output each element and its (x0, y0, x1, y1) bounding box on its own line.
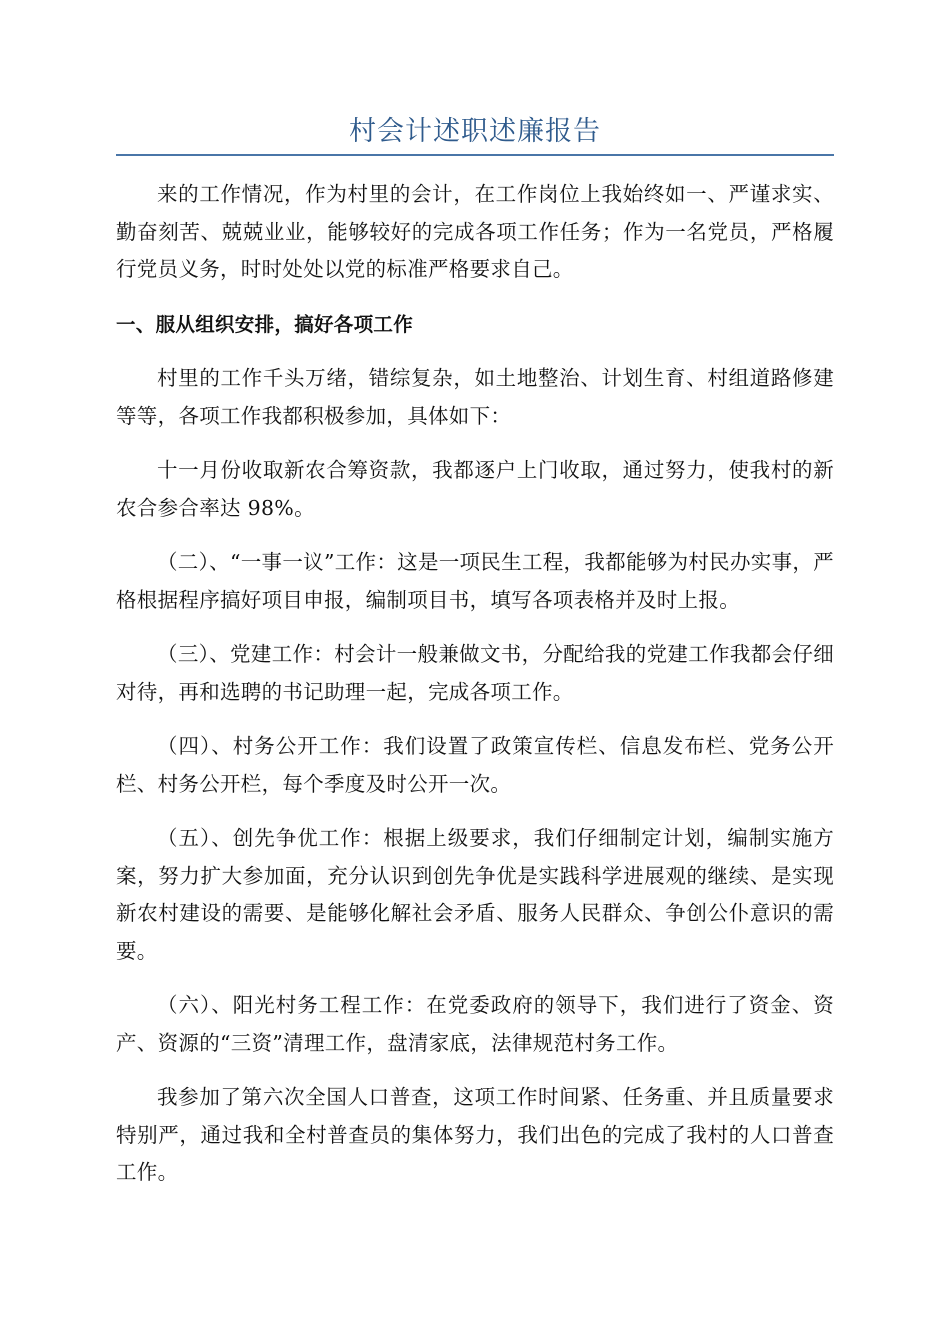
body-paragraph: （四）、村务公开工作：我们设置了政策宣传栏、信息发布栏、党务公开栏、村务公开栏，每个季度及时公开一次。 (116, 734, 834, 796)
document-body (116, 176, 834, 1209)
title-underline (116, 154, 834, 156)
body-paragraph: 村里的工作千头万绪，错综复杂，如土地整治、计划生育、村组道路修建等等，各项工作我都积极参加，具体如下： (116, 366, 834, 428)
body-paragraph: （五）、创先争优工作：根据上级要求，我们仔细制定计划，编制实施方案，努力扩大参加面，充分认识到创先争优是实践科学进展观的继续、是实现新农村建设的需要、是能够化解社会矛盾、服务人民群众、争创公仆意识的需要。 (116, 826, 834, 963)
body-paragraph: （六）、阳光村务工程工作：在党委政府的领导下，我们进行了资金、资产、资源的“三资”清理工作，盘清家底，法律规范村务工作。 (116, 993, 834, 1055)
document-title: 村会计述职述廉报告 (349, 116, 601, 147)
body-paragraph: （二）、“一事一议”工作：这是一项民生工程，我都能够为村民办实事，严格根据程序搞好项目申报，编制项目书，填写各项表格并及时上报。 (116, 550, 834, 612)
intro-paragraph: 来的工作情况，作为村里的会计，在工作岗位上我始终如一、严谨求实、勤奋刻苦、兢兢业业，能够较好的完成各项工作任务；作为一名党员，严格履行党员义务，时时处处以党的标准严格要求自己。 (116, 182, 834, 281)
body-paragraph: 我参加了第六次全国人口普查，这项工作时间紧、任务重、并且质量要求特别严，通过我和全村普查员的集体努力，我们出色的完成了我村的人口普查工作。 (116, 1085, 834, 1184)
section-heading: 一、服从组织安排，搞好各项工作 (116, 312, 414, 336)
body-paragraph: 十一月份收取新农合筹资款，我都逐户上门收取，通过努力，使我村的新农合参合率达 98%。 (116, 458, 834, 520)
body-paragraph: （三）、党建工作：村会计一般兼做文书，分配给我的党建工作我都会仔细对待，再和选聘的书记助理一起，完成各项工作。 (116, 642, 834, 704)
